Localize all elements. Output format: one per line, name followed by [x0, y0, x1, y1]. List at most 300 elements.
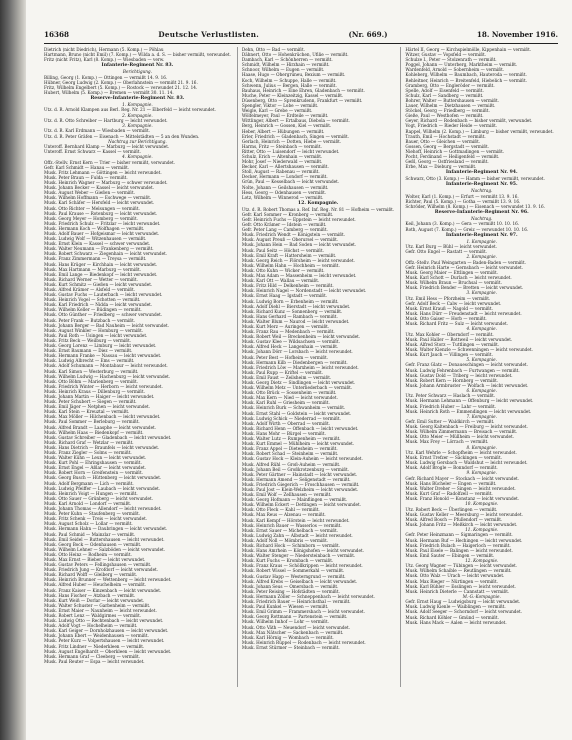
- casualty-entry: Spelle, Adolf — Eisenfeld — vermißt.: [405, 87, 484, 93]
- company-heading: Nachtrag.: [471, 216, 493, 222]
- casualty-entry: Musk. Heinrich Dieterle — Cannstatt — vermißt.: [405, 588, 510, 594]
- casualty-entry: Musk. Hans Bücheler — Engen — vermißt.: [405, 480, 497, 486]
- casualty-entry: Musk. Peter Gärtner — Hainstadt — leicht verwundet.: [241, 471, 358, 477]
- casualty-entry: Musk. Kurt Pohl — Ehringshausen — vermißt.: [44, 460, 142, 466]
- casualty-entry: Musk. Paul Schmid — Mainzlar — vermißt.: [44, 531, 136, 537]
- casualty-entry: Gefr. Otto Engel — Rastatt — vermißt.: [405, 249, 488, 255]
- casualty-entry: Billing, Georg (1. Komp.) — Ottingen — vermißt 14. 9. 16.: [44, 74, 168, 80]
- casualty-entry: Musk. Max Frey — Lörrach — vermißt.: [405, 439, 489, 445]
- casualty-entry: Musk. Hermann Kilb — Diedenbergen — vermißt.: [241, 359, 348, 365]
- casualty-entry: Gefr. Ernst Haug — Ludwigsburg — leicht verwundet.: [405, 599, 521, 605]
- casualty-entry: Musk. August Scholz — Lollar — vermißt.: [44, 521, 133, 527]
- casualty-entry: Vogt, Friedrich — Rieder Heide — vermißt.: [405, 123, 498, 129]
- casualty-entry: Musk. Paul Jost — Klein-Welzheim — leicht verwundet.: [241, 486, 359, 492]
- casualty-entry: Dehn, Otto — Bad — vermißt.: [241, 47, 305, 52]
- casualty-entry: Musk. Gustav Fuchs — Lauterbach — leicht verwundet.: [44, 292, 163, 298]
- casualty-entry: Musk. Heinrich Vogel — Schotten — vermißt.: [44, 297, 141, 303]
- casualty-entry: Utz. Georg Wagner — Tübingen — leicht verwundet.: [405, 563, 518, 569]
- casualty-entry: Poggel, Johann — Unterberg, Marktheim — vermißt.: [405, 62, 518, 68]
- casualty-entry: Musk. Ernst Klein — Kassel — schwer verwundet.: [44, 241, 151, 247]
- regiment-heading: Infanterie-Regiment Nr. 83.: [101, 63, 174, 69]
- casualty-entry: Utz. Karl Wehrle — Schopfheim — leicht verwundet.: [405, 449, 517, 455]
- casualty-entry: Musk. Adolf Wirth — Oberrad — vermißt.: [241, 420, 331, 426]
- casualty-entry: Musk. Adolf Noll — Mömbris — vermißt.: [241, 537, 329, 543]
- casualty-entry: Dietrich (nicht Diedrich), Hermann (5. Komp.) — Pöhlau: [44, 47, 164, 52]
- casualty-entry: Musk. Heinrich Rüppel — Rodenbach — leicht verwundet.: [241, 639, 366, 645]
- casualty-entry: Musk. Johann Beil — Großkrotzenburg — vermißt.: [241, 466, 350, 472]
- casualty-entry: Musk. Friedrich Bauer — Heinrichsthal — vermißt.: [241, 599, 351, 605]
- casualty-entry: Musk. Paul Sommer — Berleburg — vermißt.: [44, 419, 140, 425]
- casualty-entry: Musk. Adolf Bergmann — Lich — vermißt.: [44, 480, 134, 486]
- casualty-entry: Musk. Wilhelm Keller — Büdingen — vermißt.: [44, 307, 142, 313]
- casualty-entry: Musk. Peter Reising — Hofstädten — vermißt.: [241, 588, 340, 594]
- casualty-entry: Musk. Robert Kern — Hornberg — vermißt.: [405, 377, 499, 383]
- casualty-entry: Trauth, Emil — Hochstadt — vermißt.: [405, 133, 486, 139]
- casualty-entry: Grün, Paul — Kesselbach — leicht verwundet.: [241, 179, 340, 185]
- casualty-entry: Musk. Ludwig Wolf — Witzenhausen — vermißt.: [44, 236, 147, 242]
- casualty-entry: Musk. Otto Kuhn — Wicker — vermißt.: [241, 267, 325, 273]
- book-binding-edge: [0, 0, 26, 740]
- casualty-entry: Unteroff. Ernst Schwarz — Kassel — vermißt.: [44, 149, 141, 155]
- casualty-entry: Musk. Fritz Schenk — Treis — leicht verwundet.: [44, 516, 148, 522]
- casualty-entry: Offz.-Stellv. Paul Weingarten — Baden-Baden — vermißt.: [405, 259, 526, 265]
- casualty-entry: Musk. Otto Fleck — Kahl — vermißt.: [241, 507, 320, 513]
- casualty-entry: Musk. Otto Günther — Friedberg — schwer verwundet.: [44, 312, 163, 318]
- casualty-entry: Musk. Johann Thomas — Allendorf — leicht verwundet.: [44, 506, 162, 512]
- casualty-entry: Musk. Hans Dietrich — Braunfels — leicht verwundet.: [44, 444, 160, 450]
- company-heading: 11. Kompagnie.: [465, 527, 499, 532]
- casualty-entry: Gefr. Peter Heinzmann — Sigmaringen — vermißt.: [405, 532, 513, 538]
- casualty-entry: Musk. Peter Best — Hofheim — vermißt.: [241, 354, 329, 360]
- publication-title: Deutsche Verlustlisten.: [158, 29, 260, 39]
- casualty-entry: Musk. Peter Schubert — Siegen — vermißt.: [44, 399, 137, 405]
- casualty-entry: Musk. Ludwig Gersbach — Waldshut — leicht verwundet.: [405, 460, 528, 466]
- issue-date: 18. November 1916.: [476, 29, 558, 39]
- casualty-entry: Musk. Adolf Vogt — Hochelheim — vermißt.: [44, 623, 138, 629]
- casualty-entry: Musk. Wilhelm Hahn — Hochheim — vermißt.: [241, 262, 340, 268]
- casualty-entry: Musk. Richard Köhler — Gmünd — vermißt.: [405, 614, 499, 620]
- casualty-entry: Pocht, Ferdinand — Heiligenfeld — vermißt.: [405, 153, 500, 159]
- casualty-entry: Gossen, Georg — Bergstadt — vermißt.: [405, 143, 490, 149]
- casualty-entry: Musk. Wilhelm Hoffmann — Eschwege — vermißt.: [44, 195, 152, 201]
- casualty-entry: Musk. Otto Walz — Urach — leicht verwundet.: [405, 573, 505, 579]
- casualty-entry: Musk. Karl Simon — Westerburg — vermißt.: [44, 368, 139, 374]
- casualty-entry: Wolter, Karl (1. Komp.) — Erfurt — vermißt 13. 9. 16.: [405, 193, 519, 199]
- casualty-entry: Musk. Emil Sauter — Ebingen — vermißt.: [405, 552, 495, 558]
- company-heading: Nachtrag.: [471, 188, 493, 194]
- casualty-entry: Musk. Paul Reuter — Espa — leicht verwundet.: [44, 658, 145, 664]
- casualty-entry: Gefr. Emil Sutter — Waldkirch — vermißt.: [405, 419, 495, 425]
- casualty-entry: Musk. Johann Martin — Haiger — leicht verwundet.: [44, 393, 155, 399]
- casualty-entry: Musk. Robert Weil — Breckenheim — leicht verwundet.: [241, 334, 361, 340]
- casualty-entry: Musk. Wilhelm Imhof — Lohr — vermißt.: [241, 619, 329, 625]
- casualty-entry: Haase, Hugo — Ohergrüneu, Bexium — vermißt.: [241, 72, 346, 78]
- casualty-entry: Musk. Alfred Krämer — Alsfeld — vermißt.: [44, 287, 136, 292]
- casualty-entry: Musk. Wilhelm Eckert — Dettingen — leicht verwundet.: [241, 502, 362, 508]
- casualty-entry: Musk. Peter Braun — Fulda — vermißt.: [44, 174, 128, 180]
- casualty-entry: Musk. Friedrich Huber — Lahr — vermißt.: [405, 403, 497, 409]
- casualty-entry: Musk. Georg Reich — Flörsheim — leicht verwundet.: [241, 257, 355, 263]
- casualty-entry: Musk. Franz Zimmermann — Treysa — vermißt.: [44, 256, 147, 262]
- casualty-entry: Nolte, Johann — Geilshausen — vermißt.: [241, 184, 329, 190]
- casualty-entry: Musk. Max Rieger — Nürtingen — vermißt.: [405, 578, 498, 584]
- casualty-entry: Musk. Walter Kienzle — Schwenningen — leicht verwundet.: [405, 346, 533, 352]
- casualty-entry: Musk. Ludwig Born — Erbenheim — vermißt.: [241, 298, 339, 304]
- casualty-entry: Musk. Johann Seus — Omersbach — vermißt.: [241, 583, 339, 589]
- casualty-entry: Roth, August (7. Komp.) — Greiz — verwundet 10. 10. 16.: [405, 226, 529, 232]
- casualty-entry: Utz. d. R. Karl Erdmann — Wiesbaden — vermißt.: [44, 128, 151, 134]
- company-heading: 3. Kompagnie.: [466, 290, 497, 296]
- casualty-entry: Utz. d. R. Otto Schreiber — Hartburg — leicht verwundet.: [44, 117, 168, 123]
- casualty-entry: Musk. Wilhelm Zimmermann — Breisach — vermißt.: [405, 429, 518, 435]
- casualty-entry: Musk. August Weber — Gießen — vermißt.: [44, 190, 135, 196]
- casualty-entry: Gramberg, Otto — Engleröder — vermißt.: [405, 82, 495, 88]
- casualty-entry: Musk. Wilhelm Metz — Unterliederbach — vermißt.: [241, 385, 353, 391]
- casualty-entry: Musk. Hermann Hahn — Daubringen — leicht verwundet.: [44, 526, 168, 532]
- casualty-entry: Musk. Otto Väth — Neuendorf — leicht verwundet.: [241, 624, 351, 630]
- casualty-entry: Utz. Emil Hess — Pforzheim — vermißt.: [405, 295, 491, 301]
- casualty-entry: Utz. Karl Burg — Bühl — leicht verwundet.: [405, 244, 497, 250]
- page-header: [44, 27, 558, 41]
- casualty-entry: Weigle, Karl — Grebe — vermißt.: [241, 108, 313, 114]
- casualty-entry: Musk. Fritz Hild — Delkenheim — vermißt.: [241, 283, 334, 289]
- casualty-entry: Gefr. Peter Lang — Camberg — vermißt.: [241, 227, 328, 233]
- casualty-entry: Musk. Hermann Franke — Nassau — leicht verwundet.: [44, 353, 162, 359]
- casualty-entry: Musk. Richard Kunz — Sonnenberg — vermißt.: [241, 308, 343, 314]
- casualty-entry: Musk. Johann Hein — Bad Soden — leicht verwundet.: [241, 242, 357, 248]
- casualty-entry: Musk. Richard Henn — Offenbach — leicht verwundet.: [241, 425, 359, 431]
- casualty-entry: Spengler, Viktor — Lobe — vermißt.: [241, 103, 319, 109]
- casualty-entry: Musk. Johann Dörr — Lorsbach — leicht verwundet.: [241, 349, 353, 355]
- company-heading: M.-G.-Kompagnie.: [462, 593, 501, 599]
- casualty-entry: Stöckel, Georg — Friedberg — vermißt.: [405, 108, 490, 114]
- casualty-entry: Musk. Friedrich Bender — Bretten — leicht verwundet.: [405, 285, 524, 291]
- casualty-entry: Schröder, Wilhelm (8. Komp.) — Eisenach — verwundet 13. 9. 16.: [405, 203, 545, 209]
- casualty-entry: Musk. Gustav Hock — Klein-Auheim — leicht verwundet.: [241, 456, 363, 462]
- casualty-entry: Musk. Ernst Stürmer — Steinbach — vermißt.: [241, 644, 340, 650]
- casualty-entry: Musk. Max Ernst — Bieber — leicht verwundet.: [44, 556, 146, 562]
- casualty-entry: Dähnert, Otto — Hohenkrüchen, Ufilie — vermißt.: [241, 52, 349, 58]
- company-heading: 1. Kompagnie.: [122, 102, 153, 108]
- casualty-entry: Musk. Karl Kempf — Hörstein — leicht verwundet.: [241, 517, 350, 523]
- casualty-entry: Musk. Ernst Maier — Naunheim — leicht verwundet.: [44, 607, 157, 613]
- company-heading: 2. Kompagnie.: [466, 254, 497, 260]
- casualty-entry: Musk. Walter Dreher — Singen — leicht verwundet.: [405, 485, 516, 491]
- casualty-entry: Musk. Richard Hock — Schimborn — vermißt.: [241, 543, 341, 548]
- casualty-entry: Musk. Heinrich Burk — Schwanheim — vermißt.: [241, 405, 346, 411]
- casualty-entry: Gefr. Franz Glatz — Donaueschingen — leicht verwundet.: [405, 362, 528, 368]
- casualty-entry: Utz. d. R. Robert Thomas a. Ref. Inf. Reg. Nr. 81 — Hofheim — vermißt.: [241, 206, 395, 212]
- casualty-entry: Hess, Georg — Odenhausen — vermißt.: [241, 189, 327, 195]
- casualty-entry: Geyer, Richard — Rodenbach — bisher vermißt, verwundet.: [405, 118, 533, 124]
- casualty-entry: Musk. Kurt Schmitz — Gießen — leicht verwundet.: [44, 281, 153, 287]
- casualty-entry: Musk. Johann Berger — Bad Nauheim — leicht verwundet.: [44, 322, 170, 328]
- casualty-entry: Schulz, Karl — Sandberg — vermißt.: [405, 92, 484, 98]
- casualty-entry: Utz. d. R. Peter Gräfen — Eisenach — Mittelstädten — 5 an den Wunden.: [44, 133, 200, 139]
- document-page: [26, 0, 572, 740]
- casualty-entry: Musk. Hermann Ruf — Hechingen — leicht verwundet.: [405, 537, 523, 543]
- casualty-entry: Musk. Wilhelm Ludwig — Hachenburg — leicht verwundet.: [44, 373, 171, 379]
- casualty-entry: Utz. Robert Beck — Überlingen — vermißt.: [405, 506, 498, 512]
- casualty-entry: Musk. Robert Wissel — Sommerkahl — vermißt.: [241, 568, 345, 574]
- casualty-entry: Musk. Emil Grimm — Frammersbach — leicht verwundet.: [241, 609, 365, 615]
- casualty-entry: Musk. Richard Werner — Wetter — vermißt.: [44, 276, 138, 282]
- casualty-entry: Musk. Emil Kraft — Hattersheim — vermißt.: [241, 252, 337, 258]
- casualty-entry: Musk. Hermann Graf — Cleeberg — vermißt.: [44, 653, 141, 659]
- casualty-entry: Richter, Paul (5. Komp.) — Gotha — vermißt 13. 9. 16.: [405, 198, 521, 204]
- header-rule: [44, 43, 558, 44]
- casualty-entry: Musk. Otto Böhm — Marienberg — vermißt.: [44, 378, 139, 384]
- casualty-entry: Musk. Kurt Jauch — Villingen — vermißt.: [405, 351, 493, 357]
- casualty-entry: Musk. Hermann Amend — Seligenstadt — vermißt.: [241, 476, 351, 482]
- company-heading: 4. Kompagnie.: [122, 154, 153, 160]
- casualty-entry: Rehleitner, Heinrich — Breitenfeld, Hiebelich — vermißt.: [405, 77, 527, 83]
- casualty-entry: Utz. d. R. Arnold Klampen aus Berl. Reg. Nr. 21 — Elberfeld — leicht verwundet.: [44, 107, 216, 113]
- casualty-entry: Musk. Ernst Trefzer — Säckingen — vermißt.: [405, 455, 502, 461]
- casualty-entry: Musk. Adolf Bauer — Hofgeismar — leicht verwundet.: [44, 230, 160, 236]
- casualty-entry: Musk. Alfred Huber — Heuchelheim — vermißt.: [44, 582, 147, 588]
- casualty-entry: Musk. Peter Kuhn — Staufenberg — vermißt.: [44, 511, 141, 517]
- casualty-entry: Utz. Peter Schwarz — Haslach — vermißt.: [405, 393, 496, 399]
- casualty-entry: Musk. Friedrich Schulz — Fritzlar — leicht verwundet.: [44, 220, 161, 226]
- column-2: [237, 47, 395, 687]
- column-3: [400, 47, 558, 687]
- casualty-entry: Musk. Otto Heinz — Rodheim — vermißt.: [44, 551, 132, 557]
- casualty-entry: Bauhaus, Heinrich — Eine Ehren, Gladenbach — vermißt.: [241, 87, 365, 93]
- casualty-entry: Musk. Georg Maier — Ettlingen — vermißt.: [405, 269, 499, 275]
- casualty-entry: Musk. Karl Hörnig — Wombach — vermißt.: [241, 634, 334, 640]
- company-heading: 6. Kompagnie.: [466, 387, 497, 393]
- casualty-entry: Kohleberg, Wilhelm — Baumbach, Hauteroda — vermißt.: [405, 72, 527, 78]
- casualty-entry: Niehoff, Heinrich — Gottmadingen — vermißt.: [405, 148, 505, 154]
- casualty-entry: Musk. Robert Schwarz — Ziegenhain — leicht verwundet.: [44, 251, 168, 257]
- casualty-entry: Musk. Robert Lenz — Waldgirmes — vermißt.: [44, 613, 142, 618]
- casualty-entry: Musk. Wilhelm Haas — Biedenkopf — vermißt.: [44, 429, 144, 435]
- casualty-entry: Musk. Walter Neumann — Frankenberg — vermißt.: [44, 246, 154, 252]
- casualty-entry: Musk. Franz Kraus — Schöllkrippen — leicht verwundet.: [241, 563, 363, 569]
- casualty-entry: Offz.-Stellv. Ernst Kern — Trier — bisher vermißt, verwundet.: [44, 159, 175, 165]
- casualty-entry: Musk. Franz Honold — Konstanz — leicht verwundet.: [405, 496, 520, 502]
- column-1: [44, 47, 231, 687]
- casualty-entry: Musk. Max Nätscher — Sackenbach — vermißt.: [241, 629, 344, 635]
- casualty-entry: Musk. Ernst Engel — Aßlar — leicht verwundet.: [44, 465, 147, 471]
- casualty-entry: Musk. Otto Brück — Sossenheim — vermißt.: [241, 390, 337, 396]
- casualty-entry: Musk. Karl Schott — Durlach — leicht verwundet.: [405, 274, 512, 280]
- company-heading: 10. Kompagnie.: [465, 501, 499, 507]
- casualty-entry: Witzer, Gustav — Vopsfeld — vermißt.: [405, 52, 487, 58]
- regiment-heading: 12. Kompagnie.: [297, 200, 339, 206]
- casualty-entry: Hübner, Georg Ludwig (2. Komp.) — Oberlahnstein — vermißt 21. 9. 16.: [44, 79, 198, 85]
- company-heading: 5. Kompagnie.: [466, 357, 497, 363]
- casualty-entry: Musk. Karl Geiger — Dornholzhausen — leicht verwundet.: [44, 628, 169, 634]
- casualty-entry: Musk. Georg Lorenz — Limburg — leicht verwundet.: [44, 343, 157, 349]
- casualty-entry: Musk. Karl Schäfer — Hersfeld — leicht verwundet.: [44, 200, 155, 206]
- casualty-entry: Musk. Richard Graf — Wetzlar — vermißt.: [44, 439, 134, 445]
- casualty-entry: Musk. Alfred Rühl — Groß-Auheim — vermißt.: [241, 461, 341, 467]
- casualty-entry: Musk. Paul Rupp — Kriftel — vermißt.: [241, 369, 324, 375]
- casualty-entry: Musk. Walter Schuster — Garbenheim — vermißt.: [44, 602, 151, 608]
- casualty-entry: Wittlinger, Albert — Ertalbaus, Diebola — vermißt.: [241, 118, 350, 124]
- casualty-entry: Musk. Georg Meyer — Homberg — vermißt.: [44, 215, 138, 221]
- company-heading: 4. Kompagnie.: [466, 326, 497, 332]
- casualty-entry: Musk. Paul Eisele — Balingen — leicht verwundet.: [405, 547, 513, 553]
- casualty-entry: Musk. Paul Kunkel — Wiesen — vermißt.: [241, 604, 329, 610]
- casualty-entry: Musk. Georg Busch — Hüttenberg — leicht verwundet.: [44, 475, 162, 481]
- casualty-entry: Becker, Karl — Allertshausen — vermißt.: [241, 164, 329, 170]
- casualty-entry: Musk. Richard Fritz — Sulz — leicht verwundet.: [405, 321, 508, 327]
- casualty-entry: Musk. Karl Ott — Wallau — vermißt.: [241, 278, 320, 284]
- casualty-entry: Musk. Kurt Graf — Radolfzell — vermißt.: [405, 491, 493, 497]
- casualty-entry: Musk. Karl Ruhl — Griesheim — vermißt.: [241, 400, 330, 406]
- casualty-entry: Mohr, Josef — Niederwald — vermißt.: [241, 159, 323, 165]
- casualty-entry: Musk. Emil Seidel — Ruttershausen — leicht verwundet.: [44, 536, 165, 542]
- casualty-entry: Musk. August Preuß — Oberursel — vermißt.: [241, 237, 339, 243]
- casualty-entry: Musk. Hans Fischer — Atzbach — vermißt.: [44, 592, 136, 598]
- regiment-heading: Infanterie-Regiment Nr. 94.: [445, 170, 518, 176]
- casualty-entry: Musk. Adolf Diehl — Bierstadt — leicht verwundet.: [241, 303, 351, 309]
- casualty-entry: Keil, Johann (3. Komp.) — Gera — vermißt 10. 10. 16.: [405, 221, 520, 227]
- casualty-entry: Musk. Emil Jäger — Netphen — leicht verwundet.: [44, 404, 150, 410]
- casualty-entry: Musk. Robert Schad — Steinheim — vermißt.: [241, 451, 339, 457]
- casualty-entry: Musk. Heinrich Voigt — Hungen — vermißt.: [44, 490, 138, 496]
- casualty-entry: Musk. Paul Seitz — Höchst — vermißt.: [241, 247, 324, 253]
- casualty-entry: Musk. Johann Armbruster — Wolfach — leicht verwundet.: [405, 382, 529, 388]
- casualty-entry: Musk. Ernst Krauß — Nagold — vermißt.: [405, 305, 493, 311]
- casualty-entry: Musk. Walter Stenger — Niedersteinbach — vermißt.: [241, 553, 356, 559]
- casualty-entry: Erbe, Max — Dieburg — vermißt.: [405, 164, 477, 170]
- casualty-entry: Musk. Heinrich Roth — Emmendingen — leicht verwundet.: [405, 408, 532, 414]
- casualty-entry: Musk. Georg Rottmann — Partenstein — vermißt.: [241, 614, 348, 620]
- casualty-entry: Ritter, Otto — Luisendorf — leicht verwundet.: [241, 148, 340, 154]
- casualty-entry: Musk. Kurt Fuchs — Krombach — vermißt.: [241, 558, 334, 564]
- regiment-heading: Reserve-Infanterie-Regiment Nr. 96.: [434, 210, 529, 216]
- casualty-entry: Musk. Karl Bühler — Esslingen — leicht verwundet.: [405, 583, 516, 589]
- casualty-entry: Musk. Walter Kühn — Leun — leicht verwundet.: [44, 455, 147, 461]
- casualty-entry: Musk. Friedrich Bulach — Haigerloch — vermißt.: [405, 542, 511, 548]
- casualty-entry: Musk. Franz Ziegler — Solms — vermißt.: [44, 450, 132, 455]
- casualty-entry: Musk. Gustav Klee — Wildsachsen — vermißt.: [241, 339, 340, 345]
- casualty-entry: Musk. Hans Amrhein — Königshofen — leicht verwundet.: [241, 548, 364, 554]
- casualty-entry: Musk. Ludwig Kienle — Waiblingen — vermißt.: [405, 604, 506, 610]
- casualty-entry: Musk. Karl Arnold — Londorf — vermißt.: [44, 500, 132, 506]
- casualty-entry: Rappel, Wilhelm (2. Komp.) — Limburg — bisher vermißt, verwundet.: [405, 128, 554, 134]
- regiment-heading: Reserve-Infanterie-Regiment Nr. 83.: [90, 96, 185, 102]
- casualty-entry: Musk. Max Möller — Hilchenbach — leicht verwundet.: [44, 414, 161, 420]
- casualty-entry: Utz. Max Kohler — Oberndorf — vermißt.: [405, 331, 494, 337]
- casualty-entry: Erler, Friedrich — Gladenbach, Singen — vermißt.: [241, 133, 350, 139]
- casualty-entry: Musk. Heinrich Bauer — Wasserlos — vermißt.: [241, 522, 342, 528]
- casualty-entry: Schmidt, Wilhelm — Hirzhain — vermißt.: [241, 62, 330, 68]
- casualty-entry: Musk. Fritz Lehmann — Göttingen — leicht verwundet.: [44, 169, 162, 175]
- casualty-entry: Musk. Franz Appel — Dietesheim — vermißt.: [241, 446, 338, 452]
- casualty-entry: Gefr. Heinrich Harte — Gernsbach — leicht verwundet.: [405, 264, 523, 270]
- casualty-entry: Musk. Kurt Merz — Auringen — vermißt.: [241, 323, 330, 329]
- casualty-entry: Musk. Richard Wolff — Gleiberg — vermißt.: [44, 572, 138, 578]
- casualty-entry: Musk. Heinrich Nagel — Nordenstadt — leicht verwundet.: [241, 288, 367, 294]
- casualty-entry: Musk. Emil Lange — Biedenkopf — leicht verwundet.: [44, 271, 158, 277]
- company-heading: 7. Kompagnie.: [466, 413, 497, 419]
- casualty-entry: Musk. Georg Kaltenbach — Freiburg — leicht verwundet.: [405, 424, 528, 430]
- casualty-entry: Musk. Georg Dietz — Sindlingen — leicht verwundet.: [241, 380, 356, 385]
- casualty-entry: Musk. Wilhelm Lehner — Salzböden — leicht verwundet.: [44, 546, 166, 552]
- casualty-entry: Musk. Friedrich Jung — Krofdorf — leicht verwundet.: [44, 567, 159, 573]
- casualty-entry: Musk. Ludwig Zahn — Albstadt — leicht verwundet.: [241, 532, 353, 538]
- casualty-entry: Musk. Friedrich Löw — Marxheim — leicht verwundet.: [241, 364, 359, 370]
- casualty-entry: Musk. Max Reus — Alzenau — vermißt.: [241, 512, 326, 518]
- casualty-entry: Gefr. Heinrich Fuchs — Eppstein — leicht verwundet.: [241, 217, 356, 222]
- casualty-entry: Muche, Peter — Kleinzeitzig, Kassel — vermißt.: [241, 92, 344, 98]
- company-heading: 2. Kompagnie.: [122, 112, 153, 118]
- casualty-entry: Musk. Wilhelm Schaible — Reutlingen — vermißt.: [405, 568, 512, 574]
- company-heading: 1. Kompagnie.: [466, 238, 497, 244]
- casualty-entry: Decker, Hermann — Londorf — vermißt.: [241, 174, 328, 180]
- casualty-entry: Gefr. Karl Sommer — Kronberg — vermißt.: [241, 211, 334, 217]
- casualty-entry: Hartmann, Bruno (nicht Emil) (7. Komp.) — Wilda a. d. S. — bisher vermißt, verwundet.: [44, 52, 231, 58]
- casualty-entry: Musk. Otto Gaiser — Horb — vermißt.: [405, 315, 487, 321]
- casualty-entry: Musk. Ludwig Fehrenbach — Furtwangen — vermißt.: [405, 367, 520, 373]
- casualty-entry: Musk. August Engelhardt — Oberkleen — leicht verwundet.: [44, 648, 172, 654]
- casualty-entry: Gefr. Adolf Beck — Calw — leicht verwundet.: [405, 300, 502, 306]
- casualty-entry: Musk. Gustav Dold — Triberg — leicht verwundet.: [405, 372, 513, 378]
- casualty-entry: Musk. Karl Friedrich — Nidda — leicht verwundet.: [44, 302, 153, 308]
- casualty-entry: Musk. Franz Rau — Medenbach — vermißt.: [241, 329, 335, 335]
- casualty-entry: Musk. Hans Mohr — Bürgel — vermißt.: [241, 430, 326, 436]
- casualty-entry: Musk. Ludwig Albrecht — Ems — vermißt.: [44, 358, 135, 364]
- company-heading: 9. Kompagnie.: [466, 470, 497, 476]
- casualty-entry: Musk. Heinrich Kraus — Dillenburg — vermißt.: [44, 388, 145, 394]
- casualty-entry: Musk. Ludwig Pfeiffer — Laubach — leicht verwundet.: [44, 485, 161, 491]
- casualty-entry: Unteroff. Bernhard Klamp — Marburg — leicht verwundet.: [44, 144, 170, 150]
- casualty-entry: Düsenberg, Otto — Sprenkrudenn, Frankfurt — vermißt.: [241, 97, 363, 103]
- casualty-entry: Musk. Heinrich Brunner — Wettenberg — leicht verwundet.: [44, 577, 172, 583]
- company-heading: Berichtigung.: [122, 69, 152, 75]
- casualty-entry: Musk. Max Hartmann — Marburg — vermißt.: [44, 266, 142, 272]
- casualty-entry: Musk. Johann Fritz — Meßkirch — leicht verwundet.: [405, 521, 518, 527]
- regiment-heading: Infanterie-Regiment Nr. 95.: [445, 182, 518, 188]
- casualty-entry: Musk. Walter Blum — Naurod — leicht verwundet.: [241, 318, 350, 324]
- casualty-entry: Gerlach, Heinrich — Dotten, Hiebe — vermißt.: [241, 138, 342, 144]
- casualty-entry: Harms, Fritz — Steinbach — vermißt.: [241, 143, 322, 149]
- casualty-entry: Musk. Otto Sauer — Grünberg — leicht verwundet.: [44, 495, 154, 501]
- casualty-entry: Musk. Friedrich Wendt — Königstein — vermißt.: [241, 232, 346, 238]
- issue-number: (Nr. 669.): [348, 29, 388, 39]
- casualty-entry: Musk. Kurt Emmel — Mühlheim — leicht verwundet.: [241, 441, 355, 447]
- casualty-entry: Gefr. Richard Mayer — Stockach — leicht verwundet.: [405, 475, 520, 481]
- casualty-entry: Dambach, Karl — Schönherren — vermißt.: [241, 57, 333, 63]
- casualty-entry: Lotz, Wilhelm — Winnerod — vermißt.: [241, 194, 324, 200]
- casualty-entry: Musk. Hans Krüger — Kirchhain — leicht verwundet.: [44, 261, 158, 267]
- casualty-entry: Musk. Paul Krause — Rotenburg — leicht verwundet.: [44, 210, 158, 216]
- casualty-entry: Heber, Albert — Hübungen — vermißt.: [241, 128, 325, 134]
- casualty-entry: Musk. Ludwig Schick — Niederrad — vermißt.: [241, 415, 341, 421]
- casualty-entry: Hubert, Wilhelm (5. Komp.) — Bremen — vermißt 30. 11. 14.: [44, 89, 174, 95]
- company-heading: 3. Kompagnie.: [122, 123, 153, 129]
- casualty-entry: Härtel II, Georg — Kirchspielmölle, Kippenhain — vermißt.: [405, 47, 532, 52]
- casualty-entry: Musk. Alfred Bosch — Pfullendorf — vermißt.: [405, 516, 503, 522]
- casualty-entry: Musk. Ernst Haag — Igstadt — vermißt.: [241, 293, 328, 299]
- casualty-entry: Musk. Alfred Storz — Tuttlingen — vermißt.: [405, 341, 500, 347]
- casualty-entry: Musk. Alfred Brandt — Laasphe — leicht verwundet.: [44, 424, 157, 430]
- casualty-entry: Stoll, August — Rabenau — vermißt.: [241, 169, 320, 175]
- casualty-entry: Wölfelmeyer, Paul — Erdteile — vermißt.: [241, 113, 329, 119]
- casualty-entry: Schulze I., Peter — Stolzenrath — vermißt.: [405, 57, 497, 63]
- casualty-entry: Musk. Max Kern — Nied — leicht verwundet.: [241, 395, 338, 401]
- casualty-entry: Schnoor, Wilhelm — Eugen — vermißt.: [241, 67, 325, 73]
- casualty-entry: Berg, Heinrich — Gossen, Kiel — vermißt.: [241, 123, 332, 129]
- casualty-entry: Musk. Friedrich Giegerich — Froschhausen — vermißt.: [241, 481, 360, 487]
- casualty-entry: Schwenn, Julius — Bergen, Halle — vermißt.: [241, 82, 337, 88]
- company-heading: 12. Kompagnie.: [465, 557, 499, 563]
